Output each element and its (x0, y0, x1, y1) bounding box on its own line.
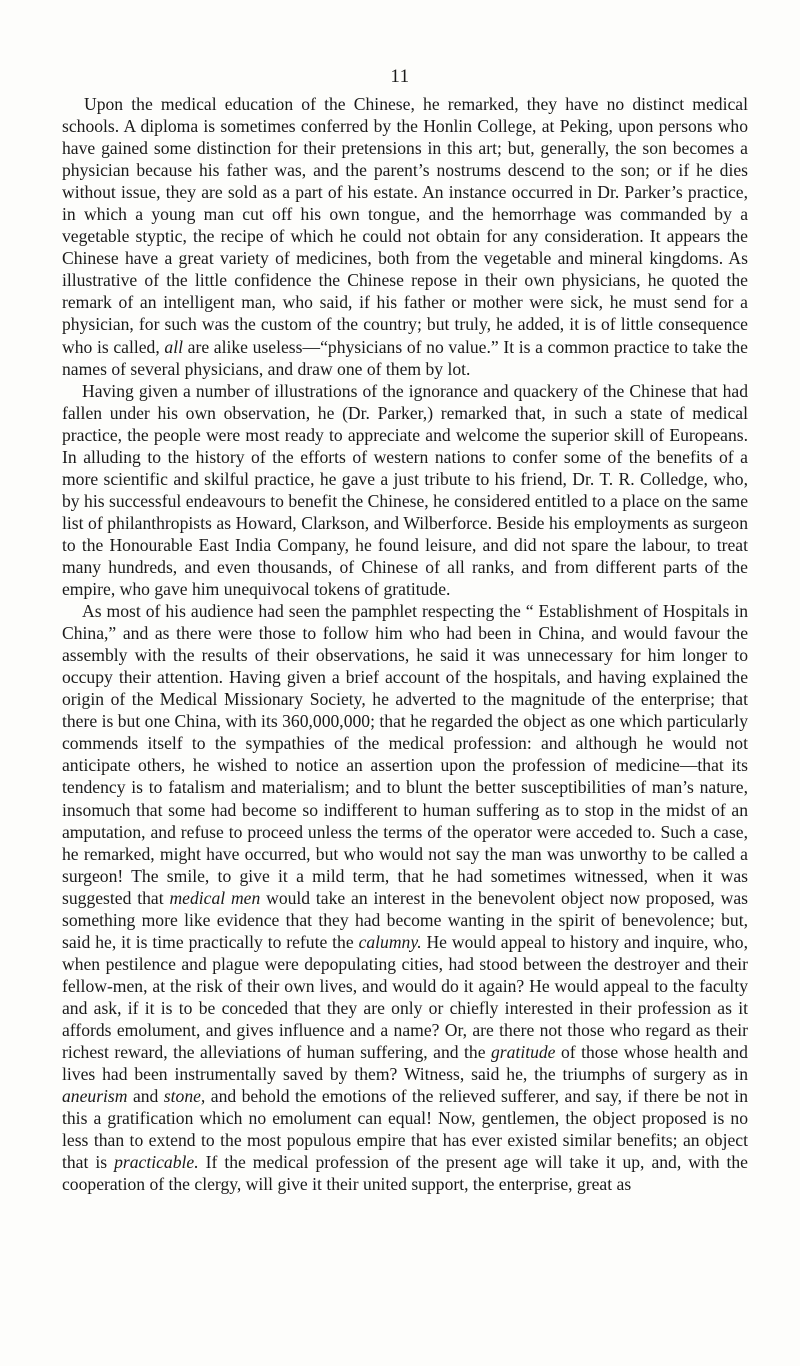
italic-text: practicable. (114, 1152, 199, 1173)
text-run: Having given a number of illustrations of the ignorance and quackery of the Chinese that had fallen under his own observation, he (Dr. Parker,) remarked that, in such a state of medical practice, the people were most ready to appreciate and welcome the superior skill of Europeans. In alluding to the history of the efforts of western nations to confer some of the benefits of a more scientific and skilful practice, he gave a just tribute to his friend, Dr. T. R. Colledge, who, by his successful endeavours to benefit the Chinese, he considered entitled to a place on the same list of philanthropists as Howard, Clarkson, and Wilberforce. Beside his employments as surgeon to the Honourable East India Company, he found leisure, and did not spare the labour, to treat many hundreds, and even thousands, of Chinese of all ranks, and from different parts of the empire, who gave him unequivocal tokens of gratitude. (62, 380, 748, 600)
body-text (62, 93, 748, 1195)
text-run: would take an interest in the benevolent object now proposed, was something more like evidence that they had become wanting in the spirit of benevolence; but, said he, it is time practically to refute the (62, 887, 748, 952)
text-run: If the medical profession of the present age will take it up, and, with the cooperation of the clergy, will give it their united support, the enterprise, great as (62, 1152, 748, 1195)
text-run: are alike useless—“physicians of no value.” It is a common practice to take the names of several physicians, and draw one of them by lot. (62, 336, 748, 379)
text-run: He would appeal to history and inquire, who, when pestilence and plague were depopulating cities, had stood between the destroyer and their fellow-men, at the risk of their own lives, and would do it again? He would appeal to the faculty and ask, if it is to be conceded that they are only or chiefly interested in their profession as it affords emolument, and gives influence and a name? Or, are there not those who regard as their richest reward, the alleviations of human suffering, and the (62, 931, 748, 1063)
italic-text: gratitude (490, 1042, 556, 1063)
italic-text: stone, (163, 1086, 206, 1107)
text-run: Upon the medical education of the Chinese, he remarked, they have no distinct medical schools. A diploma is sometimes conferred by the Honlin College, at Peking, upon persons who have gained some distinction for their pretensions in this art; but, generally, the son becomes a physician because his father was, and the parent’s nostrums descend to the son; or if he dies without issue, they are sold as a part of his estate. An instance occurred in Dr. Parker’s practice, in which a young man cut off his own tongue, and the hemorrhage was commanded by a vegetable styptic, the recipe of which he could not obtain for any consideration. It appears the Chinese have a great variety of medicines, both from the vegetable and mineral kingdoms. As illustrative of the little confidence the Chinese repose in their own physicians, he quoted the remark of an intelligent man, who said, if his father or mother were sick, he must send for a physician, for such was the custom of the country; but truly, he added, it is of little consequence who is called, (62, 94, 748, 357)
text-run: of those whose health and lives had been instrumentally saved by them? Witness, said he, the triumphs of surgery as in (62, 1042, 748, 1085)
text-run: and (127, 1086, 164, 1107)
paragraph (62, 93, 748, 380)
text-run: and behold the emotions of the relieved sufferer, and say, if there be not in this a gratification which no emolument can equal! Now, gentlemen, the object proposed is no less than to extend to the most populous empire that has ever existed similar benefits; an object that is (62, 1086, 748, 1173)
italic-text: aneurism (62, 1086, 128, 1107)
italic-text: calumny. (358, 931, 422, 952)
paragraph (62, 380, 748, 600)
page-number: 11 (390, 66, 410, 87)
paragraph (62, 600, 748, 1195)
italic-text: all (164, 336, 183, 357)
italic-text: medical men (169, 887, 261, 908)
text-run: As most of his audience had seen the pamphlet respecting the “ Establishment of Hospitals in China,” and as there were those to follow him who had been in China, and would favour the assembly with the results of their observations, he said it was unnecessary for him longer to occupy their attention. Having given a brief account of the hospitals, and having explained the origin of the Medical Missionary Society, he adverted to the magnitude of the enterprise; that there is but one China, with its 360,000,000; that he regarded the object as one which particularly commends itself to the sympathies of the medical profession: and although he would not anticipate others, he wished to notice an assertion upon the profession of medicine—that its tendency is to fatalism and materialism; and to blunt the better susceptibilities of man’s nature, insomuch that some had become so indifferent to human suffering as to stop in the midst of an amputation, and refuse to proceed unless the terms of the operator were acceded to. Such a case, he remarked, might have occurred, but who would not say the man was unworthy to be called a surgeon! The smile, to give it a mild term, that he had sometimes witnessed, when it was suggested that (62, 601, 748, 908)
